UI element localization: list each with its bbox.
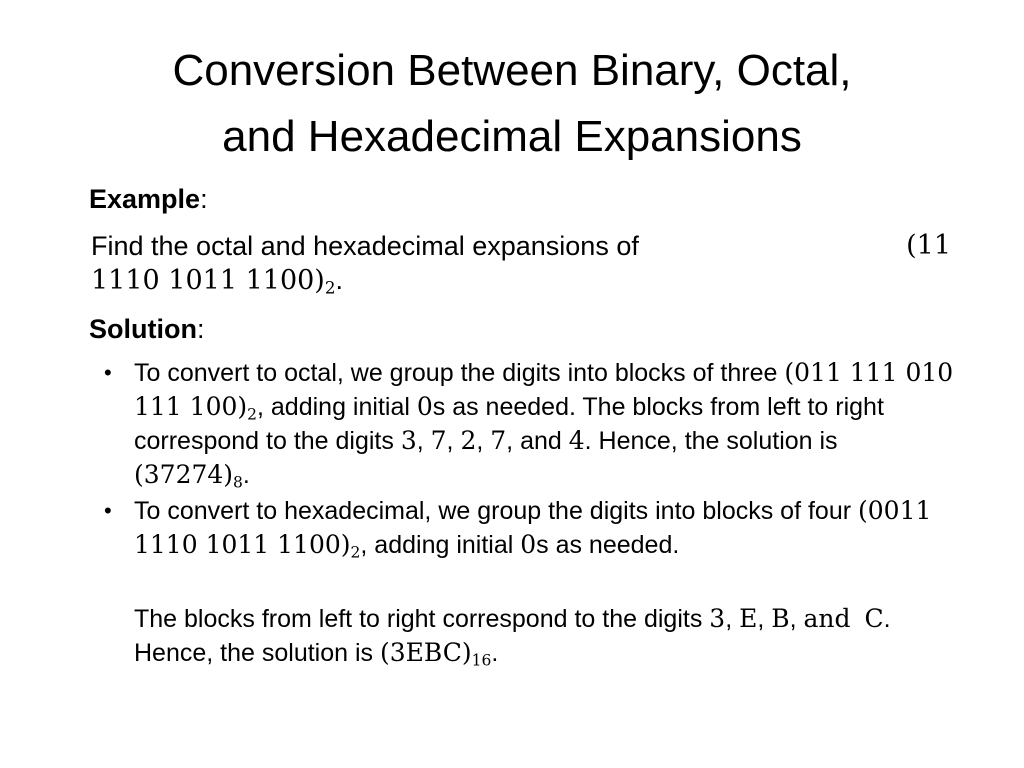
- bullet-octal-text: [134, 356, 954, 492]
- octal-digit-1: 3: [400, 426, 417, 455]
- hex-group-base: 2: [350, 543, 361, 562]
- hex-zero: 0: [520, 530, 537, 559]
- octal-digit-5: 4: [568, 426, 585, 455]
- hex-end: .: [491, 639, 499, 667]
- octal-sep-3: ,: [476, 427, 491, 455]
- hex-intro: To convert to hexadecimal, we group the digits into blocks of four: [134, 497, 858, 525]
- problem-end: .: [335, 265, 344, 295]
- hex-group: (0011 1110 1011 1100): [134, 496, 932, 559]
- octal-zero: 0: [416, 392, 433, 421]
- problem-text: Find the octal and hexadecimal expansions of: [91, 231, 639, 261]
- octal-digit-4: 7: [490, 426, 507, 455]
- hex-adding: , adding initial: [360, 531, 521, 559]
- hex-result-paragraph: [134, 602, 944, 670]
- octal-result-base: 8: [233, 473, 243, 492]
- octal-and: , and: [506, 427, 569, 455]
- hex-needed: s as needed.: [536, 531, 680, 559]
- bullet-dot-icon: •: [104, 360, 112, 385]
- octal-intro: To convert to octal, we group the digits into blocks of three: [134, 359, 778, 387]
- octal-hence: . Hence, the solution is: [584, 427, 838, 455]
- octal-digit-2: 7: [430, 426, 447, 455]
- octal-group-base: 2: [247, 405, 258, 424]
- title-line-1: Conversion Between Binary, Octal,: [172, 46, 852, 95]
- octal-digit-3: 2: [460, 426, 477, 455]
- example-heading: [89, 182, 208, 216]
- solution-colon: :: [196, 314, 205, 344]
- hex-digit-4: C: [864, 604, 884, 633]
- example-colon: :: [200, 184, 208, 214]
- octal-blocks: s as needed. The blocks from left to right correspond to the digits: [134, 393, 884, 455]
- octal-sep-2: ,: [446, 427, 461, 455]
- hex-hence: . Hence, the solution is: [134, 605, 891, 667]
- bullet-hex-text: [134, 494, 954, 562]
- hex-sep-2: ,: [757, 605, 772, 633]
- octal-sep-1: ,: [416, 427, 431, 455]
- octal-result: (37274): [134, 460, 234, 489]
- hex-sep-3: ,: [789, 605, 804, 633]
- solution-label: Solution: [89, 314, 197, 344]
- octal-end: .: [242, 461, 250, 489]
- hex-result-base: 16: [471, 651, 492, 670]
- bullet-hex: [104, 494, 954, 562]
- title-line-2: and Hexadecimal Expansions: [222, 112, 802, 161]
- hex-blocks: The blocks from left to right correspond to the digits: [134, 605, 710, 633]
- problem-line-2: [91, 263, 951, 298]
- octal-adding: , adding initial: [257, 393, 417, 421]
- octal-group: (011 111 010 111 100): [134, 358, 954, 421]
- slide-title: [60, 38, 964, 170]
- hex-result: (3EBC): [379, 638, 472, 667]
- hex-sep-1: ,: [725, 605, 740, 633]
- problem-value-start: (11: [906, 230, 951, 261]
- bullet-dot-icon: •: [104, 498, 112, 523]
- example-label: Example: [89, 184, 201, 214]
- problem-line-1: [91, 229, 951, 263]
- problem-value-rest: 1110 1011 1100): [91, 265, 325, 296]
- hex-digit-1: 3: [709, 604, 726, 633]
- solution-heading: [89, 312, 205, 346]
- problem-statement: [91, 229, 951, 298]
- problem-base: 2: [324, 277, 336, 298]
- hex-digit-2: E: [739, 604, 758, 633]
- hex-digit-3: B: [771, 604, 790, 633]
- bullet-octal: [104, 356, 954, 492]
- hex-and: and: [803, 604, 851, 633]
